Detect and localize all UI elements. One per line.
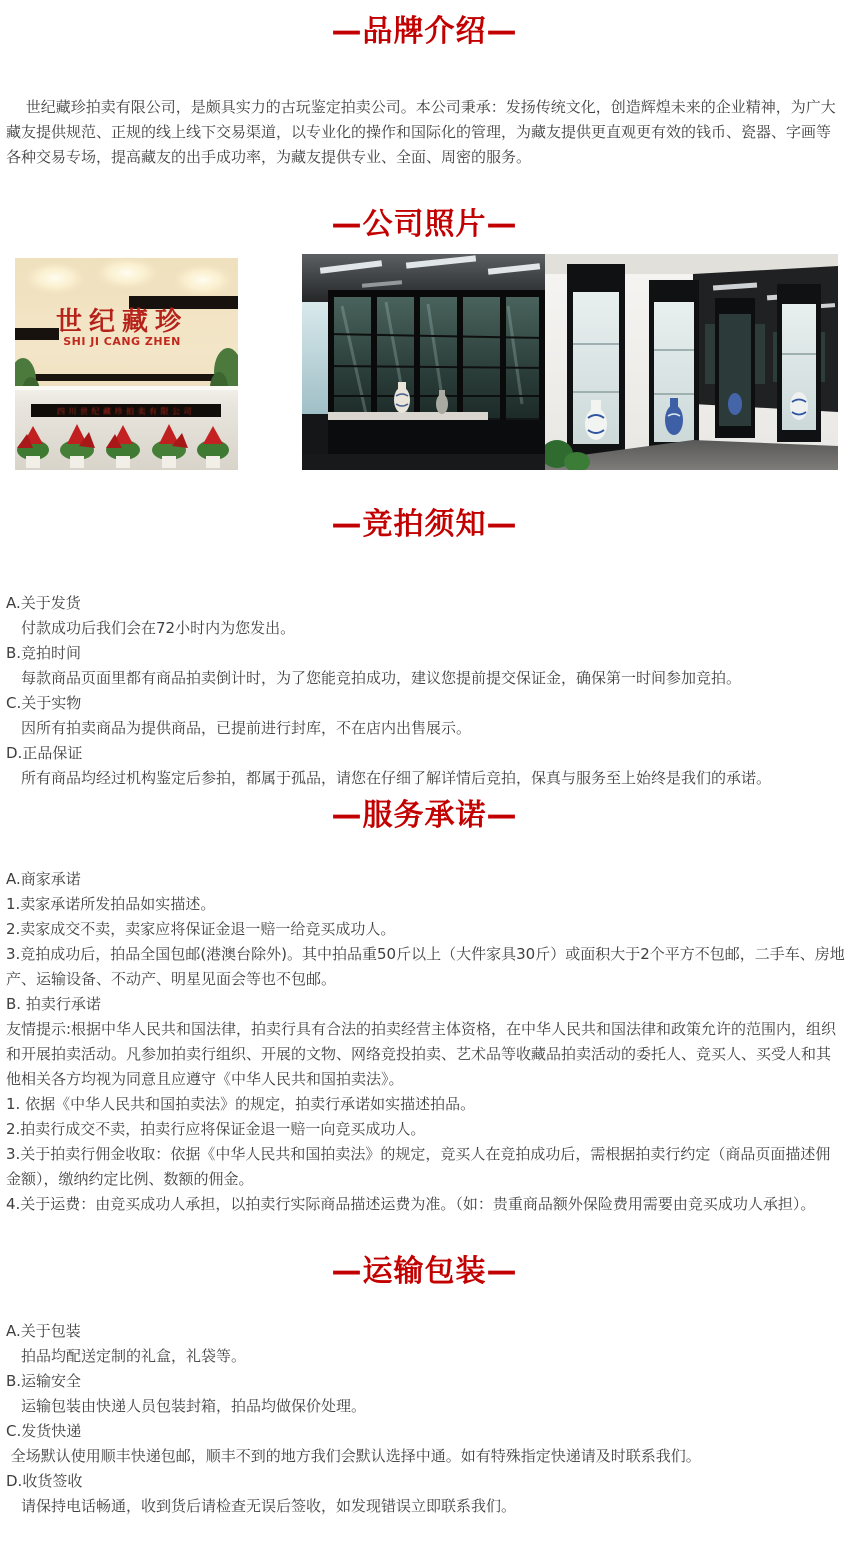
text-line: 1.卖家承诺所发拍品如实描述。 xyxy=(6,895,216,913)
company-photo-row xyxy=(0,254,849,470)
text-line: D.正品保证 xyxy=(6,744,83,762)
text-line: D.收货签收 xyxy=(6,1472,83,1490)
ceiling-light-glow xyxy=(93,256,161,290)
wall-black-stripe xyxy=(15,328,59,340)
text-line: 3.关于拍卖行佣金收取：依据《中华人民共和国拍卖法》的规定，竞买人在竞拍成功后，需根据拍卖行约定（商品页面描述佣金额），缴纳约定比例、数额的佣金。 xyxy=(6,1145,831,1188)
text-line: 所有商品均经过机构鉴定后参拍，都属于孤品，请您在仔细了解详情后竞拍，保真与服务至上始终是我们的承诺。 xyxy=(6,769,772,787)
shipping-packaging-title: —运输包装— xyxy=(331,1254,518,1289)
service-promise-body xyxy=(0,867,849,1217)
blue-vase-small xyxy=(728,393,742,415)
auction-notes-body xyxy=(0,591,849,791)
display-cabinet-mid xyxy=(649,280,699,450)
reception-brand-cn: 世纪藏珍 xyxy=(55,307,189,337)
text-line: 请保持电话畅通，收到货后请检查无误后签收，如发现错误立即联系我们。 xyxy=(6,1497,517,1515)
pedestal-top xyxy=(328,412,488,420)
auction-notes-title: —竞拍须知— xyxy=(331,507,518,542)
display-cabinet-tall xyxy=(567,264,625,456)
brand-intro-paragraph: 世纪藏珍拍卖有限公司，是颇具实力的古玩鉴定拍卖公司。本公司秉承：发扬传统文化，创造辉煌未来的企业精神，为广大藏友提供规范、正规的线上线下交易渠道，以专业化的操作和国际化的管理，为藏友提供更直观更有效的钱币、瓷器、字画等各种交易专场，提高藏友的出手成功率，为藏友提供专业、全面、周密的服务。 xyxy=(6,98,836,166)
text-line: B.竞拍时间 xyxy=(6,644,82,662)
text-line: 3.竞拍成功后，拍品全国包邮(港澳台除外)。其中拍品重50斤以上（大件家具30斤）或面积大于2个平方不包邮，二手车、房地产、运输设备、不动产、明星见面会等也不包邮。 xyxy=(6,945,845,988)
reception-photo xyxy=(15,254,238,470)
reception-brand-en: SHI JI CANG ZHEN xyxy=(63,335,181,348)
brand-intro-title: —品牌介绍— xyxy=(331,14,518,49)
display-cabinet-right xyxy=(777,284,821,442)
text-line: 2.拍卖行成交不卖，拍卖行应将保证金退一赔一向竞买成功人。 xyxy=(6,1120,426,1138)
company-photos-title: —公司照片— xyxy=(331,207,518,242)
text-line: C.关于实物 xyxy=(6,694,82,712)
window-light xyxy=(302,302,328,414)
text-line: 因所有拍卖商品为提供商品，已提前进行封库，不在店内出售展示。 xyxy=(6,719,472,737)
text-line: 拍品均配送定制的礼盒，礼袋等。 xyxy=(6,1347,247,1365)
text-line: 1. 依据《中华人民共和国拍卖法》的规定，拍卖行承诺如实描述拍品。 xyxy=(6,1095,476,1113)
wall-thin-stripe xyxy=(15,374,227,381)
text-line: A.关于包装 xyxy=(6,1322,81,1340)
text-line: B.运输安全 xyxy=(6,1372,82,1390)
text-line: 友情提示:根据中华人民共和国法律，拍卖行具有合法的拍卖经营主体资格，在中华人民共和国法律和政策允许的范围内，组织和开展拍卖活动。凡参加拍卖行组织、开展的文物、网络竞投拍卖、艺术品等收藏品拍卖活动的委托人、竞买人、买受人和其他相关各方均视为同意且应遵守《中华人民共和国拍卖法》。 xyxy=(6,1020,837,1088)
showroom-photo-dark xyxy=(302,254,545,470)
shipping-packaging-body xyxy=(0,1319,849,1519)
blue-white-vase-2 xyxy=(790,392,808,420)
showroom-floor xyxy=(302,454,545,470)
desk-top-edge xyxy=(15,386,238,390)
text-line: 全场默认使用顺丰快递包邮，顺丰不到的地方我们会默认选择中通。如有特殊指定快递请及时联系我们。 xyxy=(6,1447,701,1465)
text-line: 4.关于运费：由竞买成功人承担，以拍卖行实际商品描述运费为准。（如：贵重商品额外保险费用需要由竞买成功人承担）。 xyxy=(6,1195,816,1213)
text-line: 付款成功后我们会在72小时内为您发出。 xyxy=(6,619,296,637)
text-line: C.发货快递 xyxy=(6,1422,82,1440)
text-line: A.关于发货 xyxy=(6,594,81,612)
text-line: B. 拍卖行承诺 xyxy=(6,995,101,1013)
service-promise-title: —服务承诺— xyxy=(331,798,518,833)
display-cabinet-far xyxy=(715,298,755,438)
text-line: 运输包装由快递人员包装封箱，拍品均做保价处理。 xyxy=(6,1397,367,1415)
showroom-photo-light xyxy=(545,254,838,470)
ceiling-light-glow xyxy=(23,261,87,295)
ceiling-light-glow xyxy=(171,263,235,297)
text-line: A.商家承诺 xyxy=(6,870,81,888)
text-line: 每款商品页面里都有商品拍卖倒计时，为了您能竞拍成功，建议您提前提交保证金，确保第一时间参加竞拍。 xyxy=(6,669,742,687)
desk-plate-text: 四川世纪藏珍拍卖有限公司 xyxy=(57,407,195,416)
text-line: 2.卖家成交不卖，卖家应将保证金退一赔一给竞买成功人。 xyxy=(6,920,396,938)
